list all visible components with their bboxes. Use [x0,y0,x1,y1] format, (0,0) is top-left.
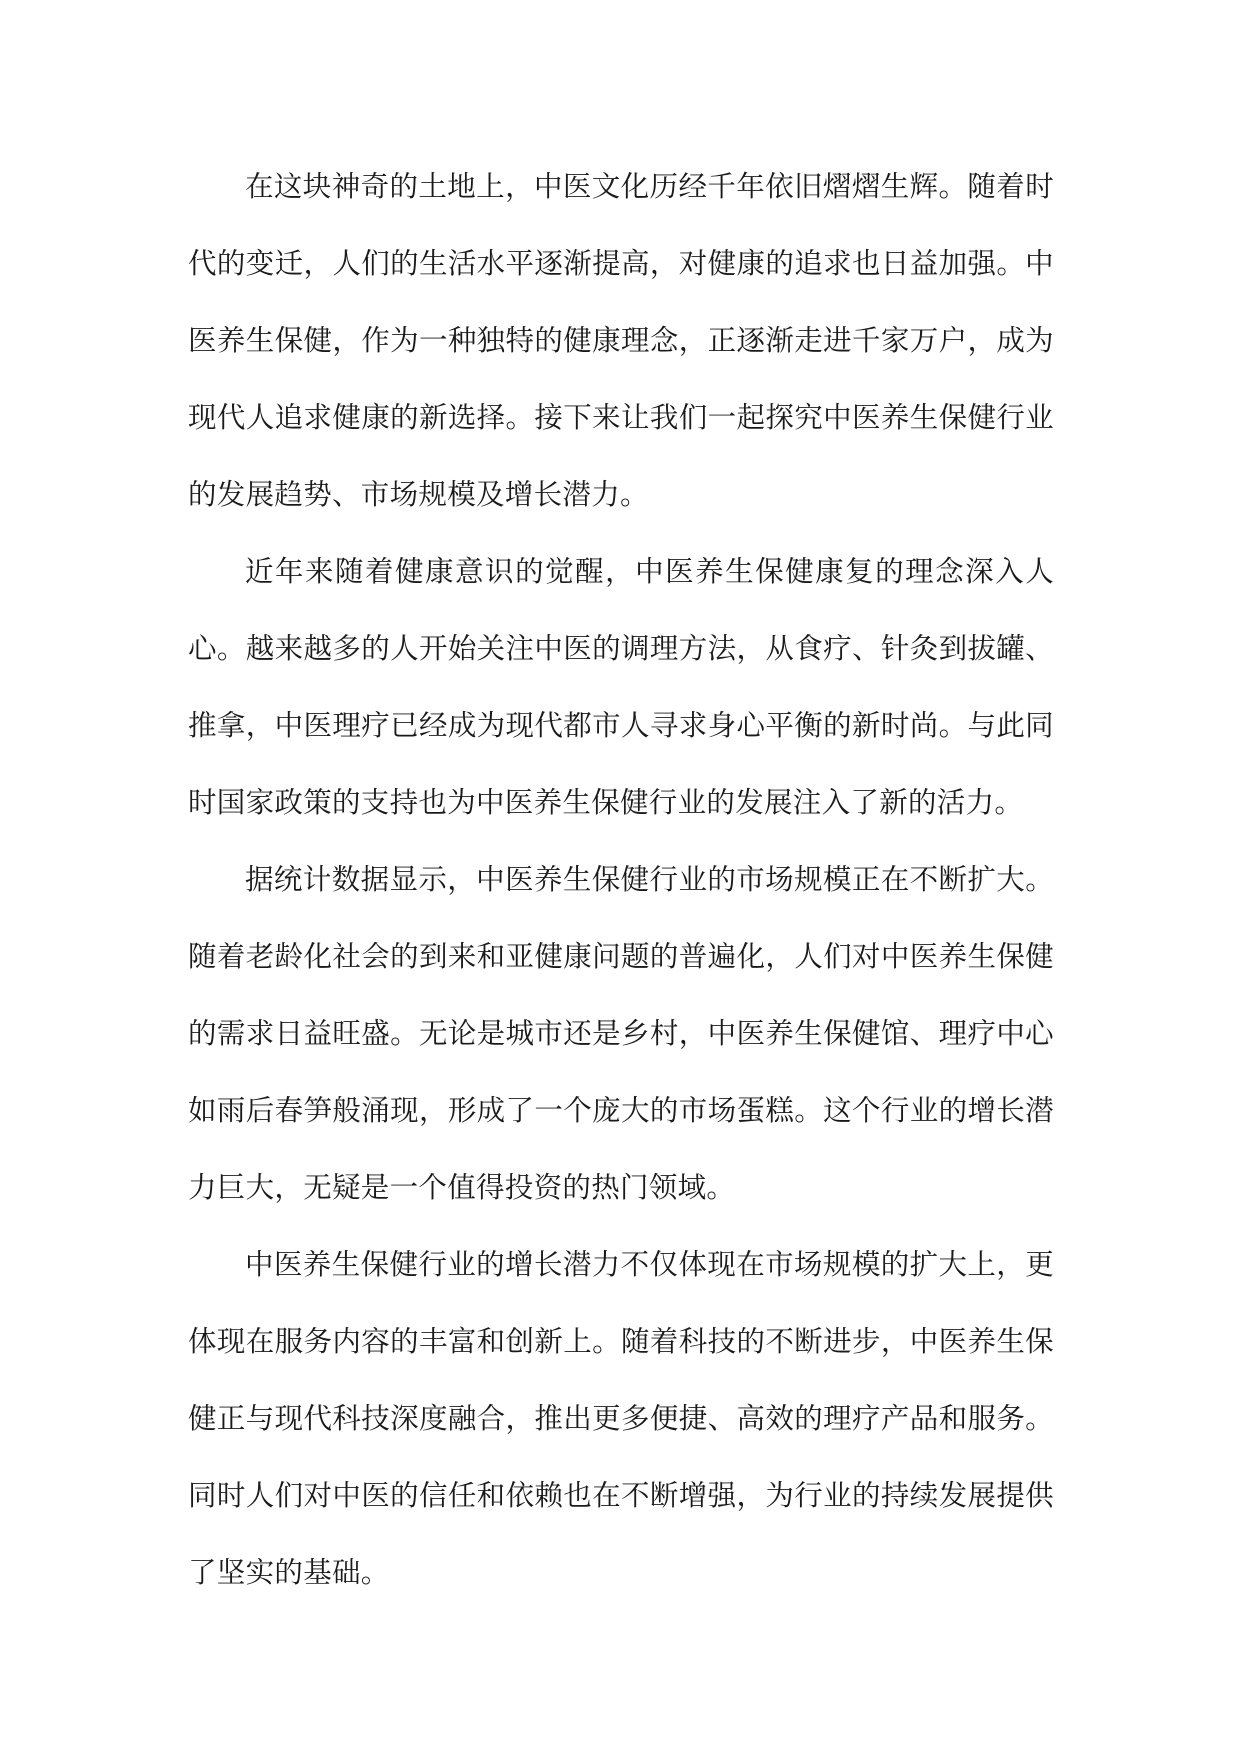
paragraph-4: 中医养生保健行业的增长潜力不仅体现在市场规模的扩大上，更体现在服务内容的丰富和创新上。随着科技的不断进步，中医养生保健正与现代科技深度融合，推出更多便捷、高效的理疗产品和服务。同时人们对中医的信任和依赖也在不断增强，为行业的持续发展提供了坚实的基础。 [188,1248,1054,1589]
document-body [188,148,1054,1611]
paragraph-1: 在这块神奇的土地上，中医文化历经千年依旧熠熠生辉。随着时代的变迁，人们的生活水平逐渐提高，对健康的追求也日益加强。中医养生保健，作为一种独特的健康理念，正逐渐走进千家万户，成为现代人追求健康的新选择。接下来让我们一起探究中医养生保健行业的发展趋势、市场规模及增长潜力。 [188,170,1054,511]
paragraph-2: 近年来随着健康意识的觉醒，中医养生保健康复的理念深入人心。越来越多的人开始关注中医的调理方法，从食疗、针灸到拔罐、推拿，中医理疗已经成为现代都市人寻求身心平衡的新时尚。与此同时国家政策的支持也为中医养生保健行业的发展注入了新的活力。 [188,555,1054,819]
paragraph-3: 据统计数据显示，中医养生保健行业的市场规模正在不断扩大。随着老龄化社会的到来和亚健康问题的普遍化，人们对中医养生保健的需求日益旺盛。无论是城市还是乡村，中医养生保健馆、理疗中心如雨后春笋般涌现，形成了一个庞大的市场蛋糕。这个行业的增长潜力巨大，无疑是一个值得投资的热门领域。 [188,863,1054,1204]
